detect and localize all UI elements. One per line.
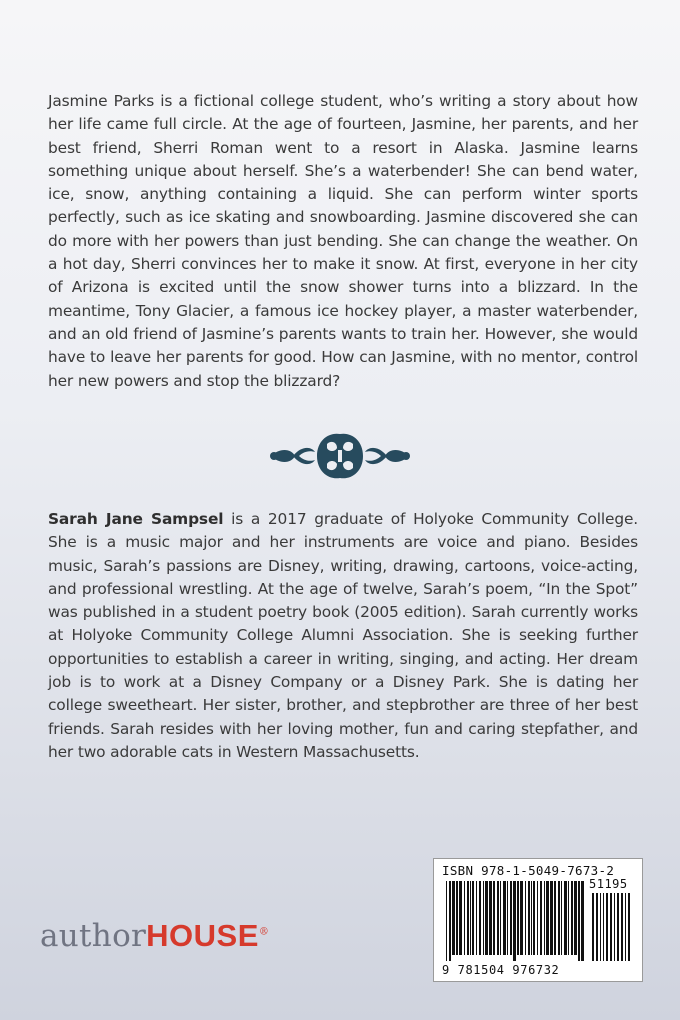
barcode-addon-bar <box>596 893 598 961</box>
barcode-bar <box>510 881 512 955</box>
barcode-bar <box>497 881 499 955</box>
barcode-bar <box>533 881 535 955</box>
barcode-bar <box>554 881 556 955</box>
barcode-bar <box>550 881 553 955</box>
barcode-bar <box>472 881 474 955</box>
isbn-label: ISBN 978-1-5049-7673-2 <box>442 863 615 878</box>
barcode-bar <box>503 881 506 955</box>
barcode-bar <box>544 881 545 955</box>
barcode-bar <box>485 881 488 955</box>
barcode-bar <box>493 881 495 955</box>
barcode-bar <box>470 881 471 955</box>
barcode-addon-bar <box>621 893 623 961</box>
publisher-logo <box>40 918 269 954</box>
price-code-label: 51195 <box>589 877 628 891</box>
barcode-bar <box>578 881 580 961</box>
barcode-bar <box>520 881 523 955</box>
barcode-box <box>433 858 643 982</box>
barcode-bar <box>507 881 508 955</box>
barcode-bar <box>540 881 542 955</box>
barcode-bar <box>517 881 519 955</box>
barcode-bar <box>546 881 549 955</box>
barcode-bar <box>531 881 532 955</box>
barcode-bar <box>449 881 451 961</box>
barcode-bar <box>561 881 562 955</box>
barcode-bar <box>452 881 455 955</box>
barcode-addon-bar <box>600 893 601 961</box>
barcode-bar <box>459 881 462 955</box>
barcode-addon-bar <box>592 893 594 961</box>
barcode-bar <box>525 881 526 955</box>
author-bio-text: is a 2017 graduate of Holyoke Community College. She is a music major and her instruments are voice and piano. Besides music, Sarah’s passions are Disney, writing, drawing, cartoons, voice-acting, and professional wrestling. At the age of twelve, Sarah’s poem, “In the Spot” was published in a student poetry book (2005 edition). Sarah currently works at Holyoke Community College Alumni Association. She is seeking further opportunities to establish a career in writing, singing, and acting. Her dream job is to work at a Disney Company or a Disney Park. She is dating her college sweetheart. Her sister, brother, and stepbrother are three of her best friends. Sarah resides with her loving mother, fun and caring stepfather, and her two adorable cats in Western Massachusetts. <box>48 510 638 761</box>
barcode-bar <box>564 881 567 955</box>
barcode-bar <box>513 881 516 961</box>
barcode-addon-bar <box>625 893 626 961</box>
barcode-bar <box>467 881 469 955</box>
barcode-bar <box>558 881 560 955</box>
barcode-bar <box>446 881 447 961</box>
publisher-logo-house: HOUSE <box>146 918 259 953</box>
publisher-logo-author: author <box>40 918 147 954</box>
barcode-bar <box>464 881 465 955</box>
barcode-addon-bar <box>606 893 608 961</box>
barcode-bar <box>537 881 538 955</box>
barcode-addon-bar <box>603 893 604 961</box>
barcode-addon-bar <box>628 893 630 961</box>
barcode-addon-bar <box>617 893 619 961</box>
registered-mark: ® <box>258 926 270 938</box>
barcode-bar <box>456 881 458 955</box>
book-description: Jasmine Parks is a fictional college student, who’s writing a story about how her life came full circle. At the age of fourteen, Jasmine, her parents, and her best friend, Sherri Roman went to a resort in Alaska. Jasmine learns something unique about herself. She’s a waterbender! She can bend water, ice, snow, anything containing a liquid. She can perform winter sports perfectly, such as ice skating and snowboarding. Jasmine discovered she can do more with her powers than just bending. She can change the weather. On a hot day, Sherri convinces her to make it snow. At first, everyone in her city of Arizona is excited until the snow shower turns into a blizzard. In the meantime, Tony Glacier, a famous ice hockey player, a master waterbender, and an old friend of Jasmine’s parents wants to train her. However, she would have to leave her parents for good. How can Jasmine, with no mentor, control her new powers and stop the blizzard? <box>48 92 638 390</box>
barcode-bar <box>479 881 481 955</box>
barcode-bar <box>571 881 573 955</box>
barcode-bar <box>500 881 501 955</box>
barcode-bar <box>581 881 584 961</box>
author-name: Sarah Jane Sampsel <box>48 510 224 528</box>
ean-number: 9 781504 976732 <box>442 963 560 977</box>
barcode-bar <box>483 881 484 955</box>
barcode-icon <box>444 881 634 963</box>
author-bio <box>48 508 638 764</box>
barcode-addon-bar <box>610 893 612 961</box>
barcode-bar <box>568 881 569 955</box>
barcode-bar <box>574 881 577 955</box>
barcode-bar <box>528 881 530 955</box>
barcode-addon-bar <box>614 893 615 961</box>
ornament-divider <box>265 428 415 484</box>
barcode-bar <box>476 881 477 955</box>
barcode-bar <box>489 881 492 955</box>
